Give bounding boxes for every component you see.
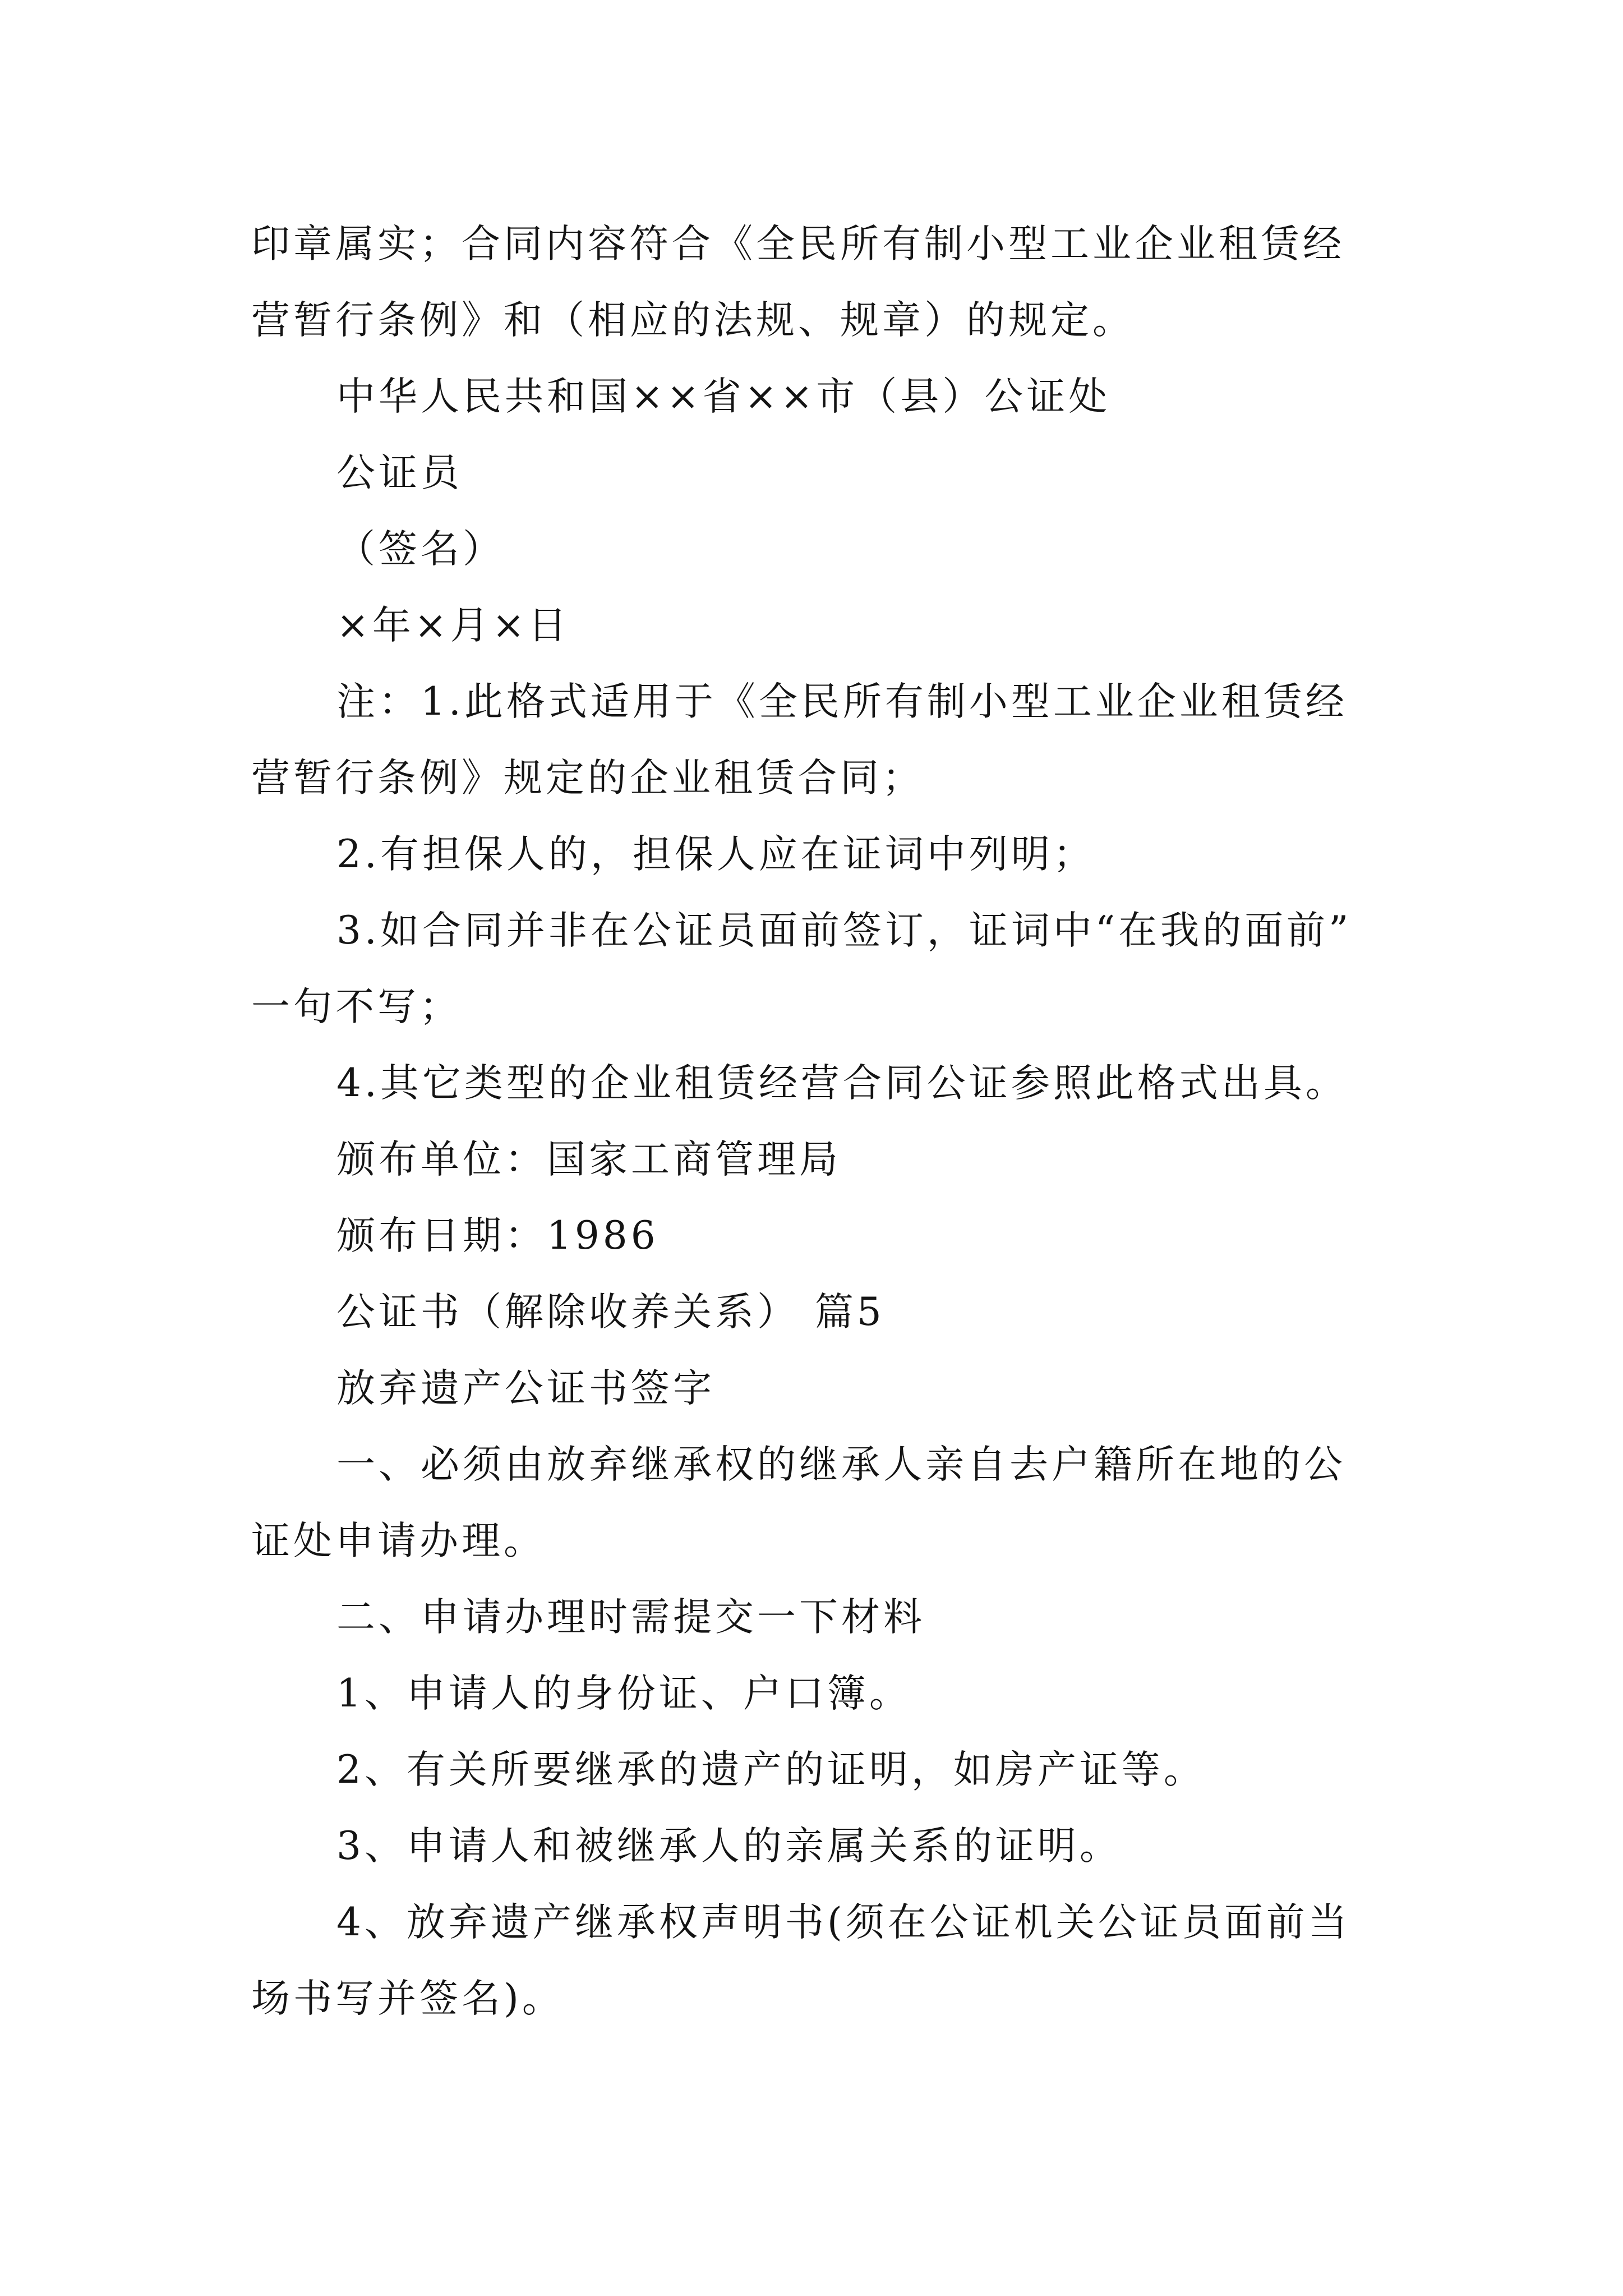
text-line: 2、有关所要继承的遗产的证明，如房产证等。	[336, 1747, 1206, 1792]
text-line: ×年×月×日	[336, 603, 570, 648]
text-line: 中华人民共和国××省××市（县）公证处	[336, 374, 1111, 419]
text-line: 二、申请办理时需提交一下材料	[336, 1595, 925, 1640]
text-line: 3.如合同并非在公证员面前签订，证词中“在我的面前”	[336, 908, 1352, 953]
text-line: 公证员	[336, 450, 463, 495]
text-line: 场书写并签名)。	[251, 1976, 564, 2021]
text-line: 放弃遗产公证书签字	[336, 1366, 715, 1411]
text-line: 印章属实；合同内容符合《全民所有制小型工业企业租赁经	[251, 222, 1345, 266]
text-line: 营暂行条例》和（相应的法规、规章）的规定。	[251, 298, 1135, 343]
text-line: 营暂行条例》规定的企业租赁合同；	[251, 756, 924, 800]
text-line: 一句不写；	[251, 984, 462, 1029]
text-line: （签名）	[336, 527, 505, 572]
text-line: 一、必须由放弃继承权的继承人亲自去户籍所在地的公	[336, 1442, 1346, 1487]
text-line: 颁布日期：1986	[336, 1213, 659, 1258]
text-line: 注：1.此格式适用于《全民所有制小型工业企业租赁经	[336, 679, 1348, 724]
text-line: 4、放弃遗产继承权声明书(须在公证机关公证员面前当	[336, 1900, 1350, 1945]
text-line: 4.其它类型的企业租赁经营合同公证参照此格式出具。	[336, 1061, 1348, 1106]
text-line: 2.有担保人的，担保人应在证词中列明；	[336, 832, 1095, 877]
text-line: 1、申请人的身份证、户口簿。	[336, 1671, 911, 1716]
text-line: 证处申请办理。	[251, 1519, 546, 1563]
text-line: 颁布单位：国家工商管理局	[336, 1137, 841, 1182]
text-line: 公证书（解除收养关系） 篇5	[336, 1290, 885, 1335]
text-line: 3、申请人和被继承人的亲属关系的证明。	[336, 1824, 1122, 1869]
